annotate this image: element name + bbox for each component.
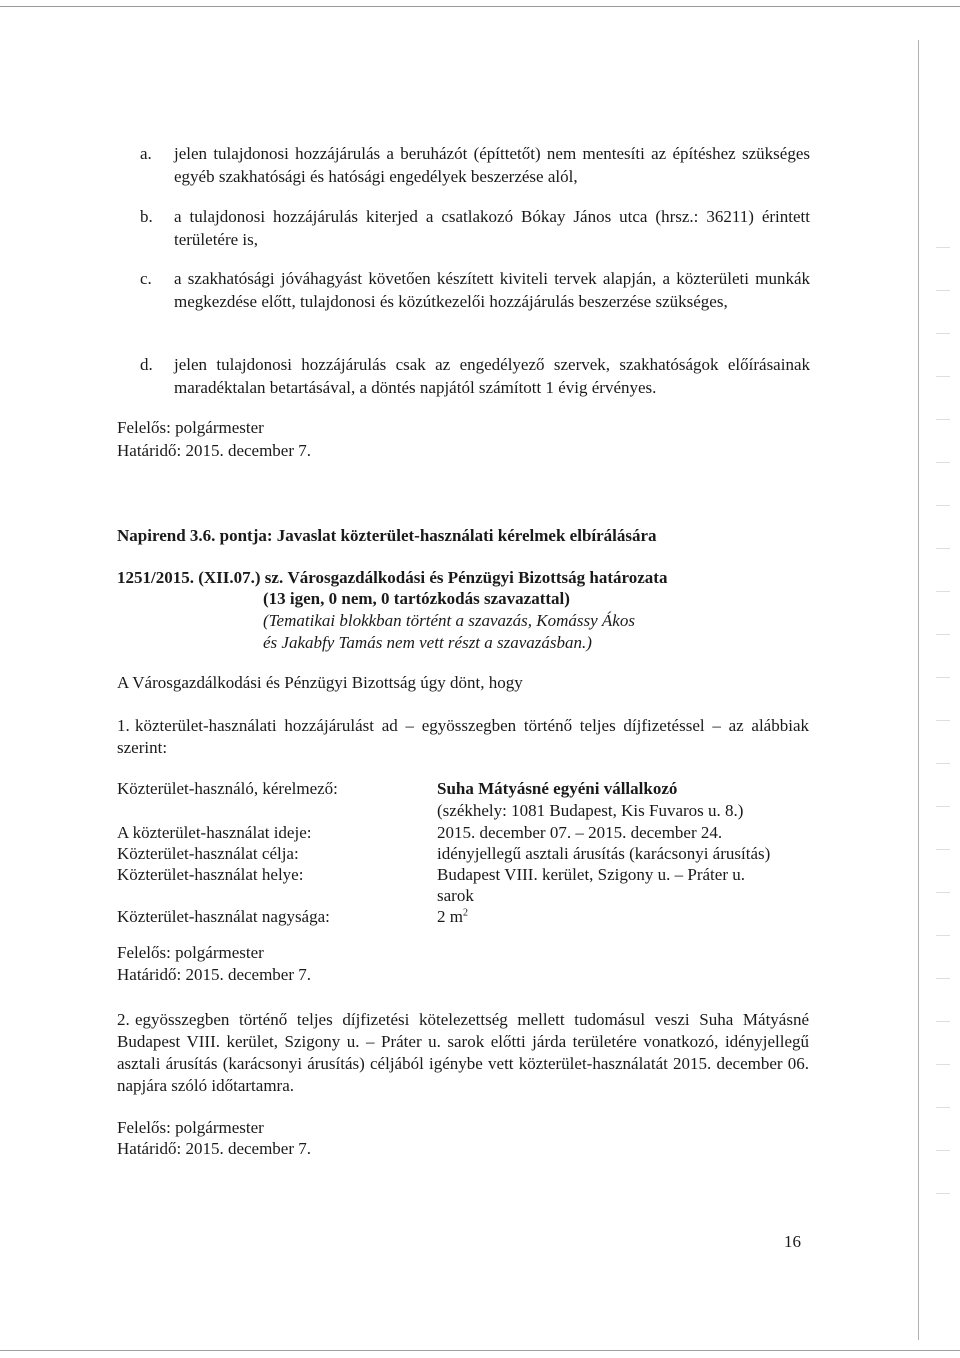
- resolution-votes: (13 igen, 0 nem, 0 tartózkodás szavazattal): [263, 589, 570, 608]
- point-label: 1.: [117, 716, 130, 735]
- scan-top-edge: [0, 6, 960, 7]
- resolution-committee: Városgazdálkodási és Pénzügyi Bizottság határozata: [287, 568, 668, 587]
- decision-point-2: [117, 1009, 809, 1097]
- point-text: közterület-használati hozzájárulást ad – egyösszegben történő teljes díjfizetéssel – az alábbiak szerint:: [117, 716, 809, 757]
- purpose-value: idényjellegű asztali árusítás (karácsonyi árusítás): [437, 844, 771, 863]
- point-text: egyösszegben történő teljes díjfizetési kötelezettség mellett tudomásul veszi Suha Mátyásné Budapest VIII. kerület, Szigony u. – Práter u. sarok előtti járda területére vonatkozó, idényjellegű asztali árusítás (karácsonyi árusítás) céljából igénybe vett közterület-használatát 2015. december 06. napjára szóló időtartamra.: [117, 1010, 809, 1095]
- page-number: 16: [784, 1232, 801, 1251]
- resolution-number: 1251/2015. (XII.07.) sz.: [117, 568, 284, 587]
- deadline-3: Határidő: 2015. december 7.: [117, 1139, 312, 1158]
- applicant-key: Közterület-használó, kérelmező:: [117, 779, 338, 798]
- place-value-line2: sarok: [437, 886, 474, 905]
- responsible-3: Felelős: polgármester: [117, 1118, 264, 1137]
- place-value-line1: Budapest VIII. kerület, Szigony u. – Práter u.: [437, 865, 745, 884]
- list-item-text: jelen tulajdonosi hozzájárulás csak az engedélyező szervek, szakhatóságok előírásainak maradéktalan betartásával, a döntés napjától számított 1 évig érvényes.: [174, 355, 810, 397]
- size-value: [437, 906, 468, 928]
- list-item-c: [140, 268, 810, 313]
- scan-margin-speckle: [936, 230, 950, 1230]
- deadline-2: Határidő: 2015. december 7.: [117, 965, 312, 984]
- responsible-2: Felelős: polgármester: [117, 943, 264, 962]
- size-key: Közterület-használat nagysága:: [117, 907, 330, 926]
- list-item-b: [140, 206, 810, 251]
- list-item-text: a szakhatósági jóváhagyást követően készített kiviteli tervek alapján, a közterületi munkák megkezdése előtt, tulajdonosi és közútkezelői hozzájárulás beszerzése szükséges,: [174, 269, 810, 311]
- resolution-note-line2: és Jakabfy Tamás nem vett részt a szavazásban.): [263, 633, 592, 652]
- resolution-note-line1: (Tematikai blokkban történt a szavazás, Komássy Ákos: [263, 611, 635, 630]
- period-value: 2015. december 07. – 2015. december 24.: [437, 823, 723, 842]
- place-key: Közterület-használat helye:: [117, 865, 304, 884]
- scan-right-edge: [918, 40, 919, 1340]
- size-number: 2 m: [437, 907, 463, 926]
- point-label: 2.: [117, 1010, 130, 1029]
- resolution-header: [117, 567, 667, 589]
- list-item-label: a.: [140, 144, 152, 163]
- list-item-text: a tulajdonosi hozzájárulás kiterjed a csatlakozó Bókay János utca (hrsz.: 36211) érintett területére is,: [174, 207, 810, 249]
- list-item-text: jelen tulajdonosi hozzájárulás a beruházót (építtetőt) nem mentesíti az építéshez szükséges egyéb szakhatósági és hatósági engedélyek beszerzése alól,: [174, 144, 810, 186]
- period-key: A közterület-használat ideje:: [117, 823, 312, 842]
- scan-bottom-edge: [0, 1350, 960, 1351]
- applicant-name: Suha Mátyásné egyéni vállalkozó: [437, 779, 678, 798]
- applicant-seat: (székhely: 1081 Budapest, Kis Fuvaros u. 8.): [437, 801, 744, 820]
- purpose-key: Közterület-használat célja:: [117, 844, 299, 863]
- deadline-1: Határidő: 2015. december 7.: [117, 441, 312, 460]
- list-item-d: [140, 354, 810, 399]
- decision-intro: A Városgazdálkodási és Pénzügyi Bizottság úgy dönt, hogy: [117, 673, 523, 692]
- size-exponent: 2: [462, 907, 468, 919]
- list-item-a: [140, 143, 810, 188]
- agenda-heading: Napirend 3.6. pontja: Javaslat közterület-használati kérelmek elbírálására: [117, 526, 657, 545]
- responsible-1: Felelős: polgármester: [117, 418, 264, 437]
- list-item-label: c.: [140, 269, 152, 288]
- decision-point-1: [117, 715, 809, 759]
- list-item-label: d.: [140, 355, 153, 374]
- list-item-label: b.: [140, 207, 153, 226]
